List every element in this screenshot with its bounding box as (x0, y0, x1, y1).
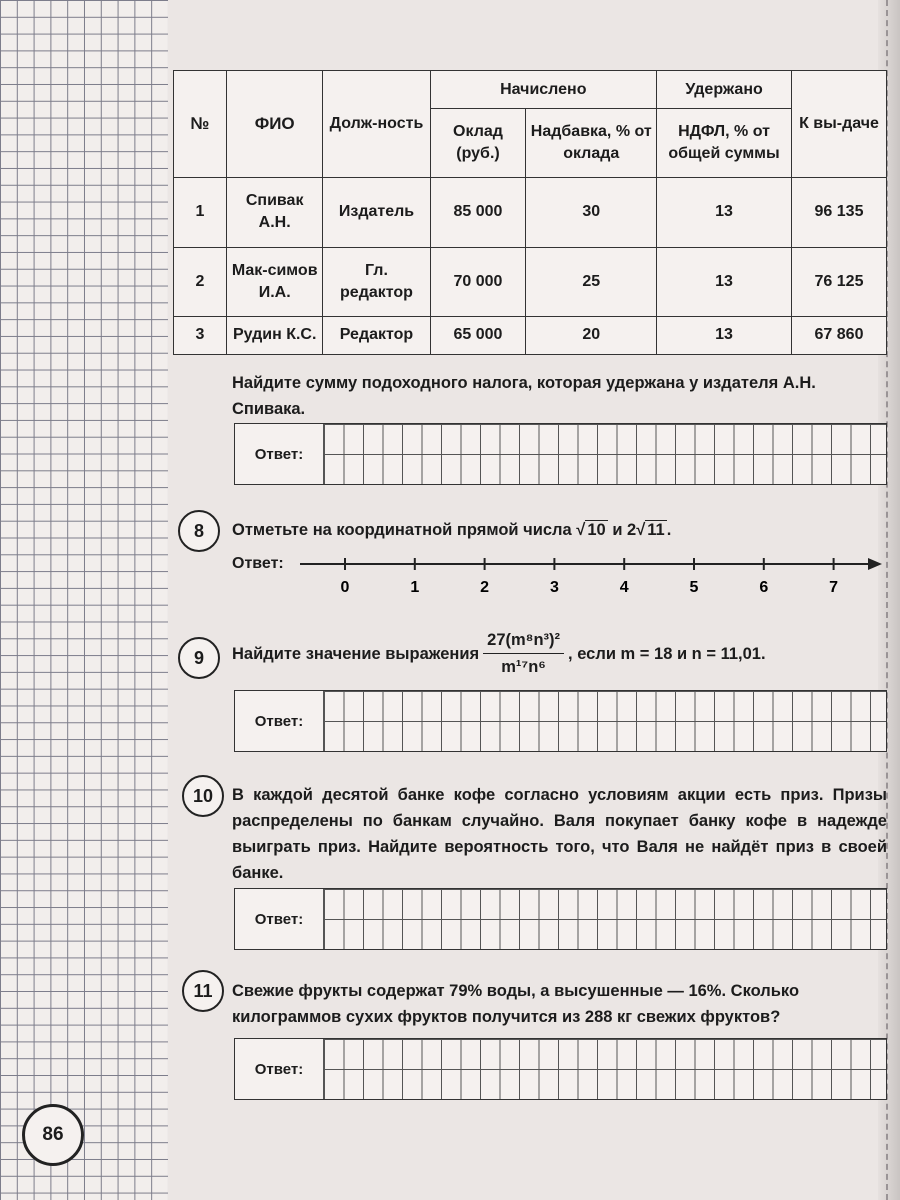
cell-payout: 67 860 (792, 316, 887, 354)
task9-text (232, 627, 882, 680)
cell-tax: 13 (657, 316, 792, 354)
task8-text-before: Отметьте на координатной прямой числа (232, 521, 572, 539)
cell-num: 3 (174, 316, 227, 354)
cell-bonus: 30 (526, 178, 657, 247)
task11-answer-box[interactable] (234, 1038, 887, 1100)
header-payout: К вы-даче (792, 71, 887, 178)
task10-answer-box[interactable] (234, 888, 887, 950)
answer-label: Ответ: (235, 424, 324, 484)
axis-tick-label: 4 (619, 579, 629, 596)
cell-bonus: 25 (526, 247, 657, 316)
task9-text-after: , если m = 18 и n = 11,01. (568, 644, 766, 663)
task7-answer-box[interactable] (234, 423, 887, 485)
cell-fio: Мак-симов И.А. (226, 247, 323, 316)
task9-numerator: 27(m⁸n³)² (483, 627, 564, 654)
axis-tick-label: 7 (829, 579, 839, 596)
axis-tick-label: 6 (759, 579, 769, 596)
cell-salary: 70 000 (430, 247, 526, 316)
answer-label: Ответ: (235, 691, 324, 751)
axis-tick-label: 1 (410, 579, 420, 596)
cell-num: 1 (174, 178, 227, 247)
table-header-row (174, 71, 887, 109)
answer-label: Ответ: (235, 889, 324, 949)
axis-tick-label: 3 (549, 579, 559, 596)
task8-conj: и 2 (612, 521, 637, 539)
cell-fio: Спивак А.Н. (226, 178, 323, 247)
salary-table (173, 70, 887, 355)
cell-num: 2 (174, 247, 227, 316)
table-row (174, 178, 887, 247)
task8-root2: 11 (647, 521, 665, 539)
answer-label: Ответ: (235, 1039, 324, 1099)
cell-position: Гл. редактор (323, 247, 430, 316)
task10-text-part2: приз в своей банке. (232, 838, 888, 882)
table-row (174, 316, 887, 354)
task9-number: 9 (178, 637, 220, 679)
task10-answer-cells[interactable] (324, 889, 886, 949)
cell-bonus: 20 (526, 316, 657, 354)
task11-number: 11 (182, 970, 224, 1012)
cell-tax: 13 (657, 178, 792, 247)
cell-payout: 76 125 (792, 247, 887, 316)
task10-text-not: не (677, 838, 712, 856)
header-num: № (174, 71, 227, 178)
axis-tick-label: 5 (689, 579, 699, 596)
header-fio: ФИО (226, 71, 323, 178)
axis-tick-label: 0 (340, 579, 350, 596)
header-accrued: Начислено (430, 71, 657, 109)
table-row (174, 247, 887, 316)
header-tax: НДФЛ, % от общей суммы (657, 109, 792, 178)
header-withheld: Удержано (657, 71, 792, 109)
header-salary: Оклад (руб.) (430, 109, 526, 178)
task8-answer-label: Ответ: (232, 555, 284, 572)
task9-answer-box[interactable] (234, 690, 887, 752)
cell-position: Редактор (323, 316, 430, 354)
cell-tax: 13 (657, 247, 792, 316)
task8-end: . (666, 521, 672, 539)
number-line[interactable] (290, 550, 890, 600)
cell-payout: 96 135 (792, 178, 887, 247)
cell-position: Издатель (323, 178, 430, 247)
task10-text-part1: В каждой десятой банке кофе согласно условиям акции есть приз. Призы распределены по банкам случайно. Валя покупает банку кофе в надежде выиграть приз. Найдите вероятность того, что Валя (232, 786, 887, 856)
task8-text: Отметьте на координатной прямой числа √ 10 и 2√ 11 . (232, 521, 672, 539)
task10-text-bold: найдёт (711, 838, 769, 856)
graph-paper-margin (0, 0, 168, 1200)
task8-root1: 10 (587, 521, 606, 539)
task9-denominator: m¹⁷n⁶ (501, 658, 546, 676)
header-bonus: Надбавка, % от оклада (526, 109, 657, 178)
task10-number: 10 (182, 775, 224, 817)
task10-text (232, 782, 887, 886)
axis-arrow-icon (868, 558, 882, 570)
cell-fio: Рудин К.С. (226, 316, 323, 354)
header-position: Долж-ность (323, 71, 430, 178)
task9-answer-cells[interactable] (324, 691, 886, 751)
task7-answer-cells[interactable] (324, 424, 886, 484)
task9-text-before: Найдите значение выражения (232, 644, 480, 663)
cell-salary: 65 000 (430, 316, 526, 354)
task9-fraction (483, 627, 564, 680)
axis-tick-label: 2 (480, 579, 490, 596)
cell-salary: 85 000 (430, 178, 526, 247)
page-number: 86 (22, 1104, 84, 1166)
task8-number: 8 (178, 510, 220, 552)
task11-text: Свежие фрукты содержат 79% воды, а высушенные — 16%. Сколько килограммов сухих фруктов получится из 288 кг свежих фруктов? (232, 982, 800, 1026)
task7-text: Найдите сумму подоходного налога, которая удержана у издателя А.Н. Спивака. (232, 374, 816, 418)
task11-answer-cells[interactable] (324, 1039, 886, 1099)
